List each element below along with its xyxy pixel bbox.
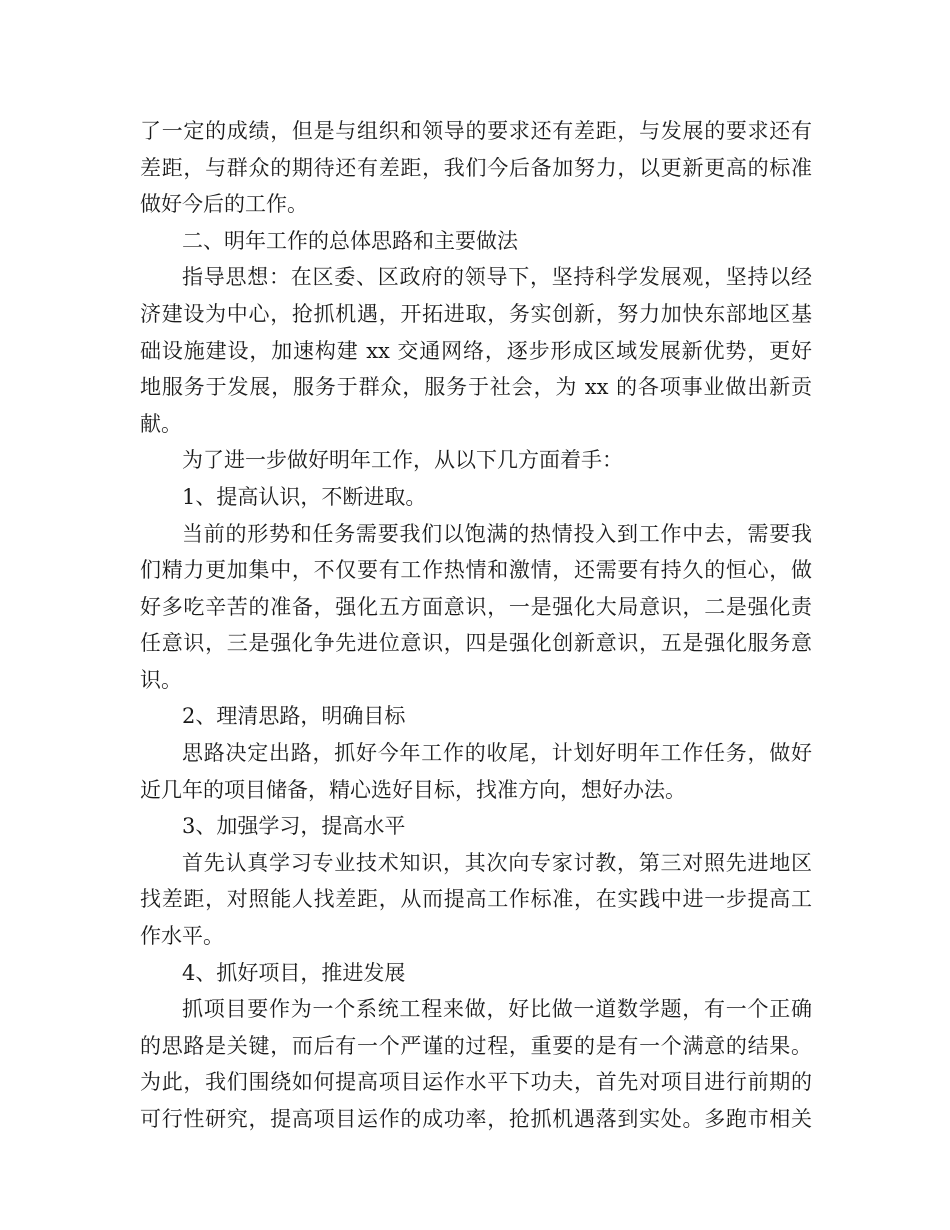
paragraph-line: 差距，与群众的期待还有差距，我们今后备加努力，以更新更高的标准: [140, 156, 812, 180]
paragraph-line: 指导思想：在区委、区政府的领导下，坚持科学发展观，坚持以经: [182, 265, 812, 289]
paragraph-line: 抓项目要作为一个系统工程来做，好比做一道数学题，有一个正确: [182, 997, 812, 1021]
paragraph-line: 了一定的成绩，但是与组织和领导的要求还有差距，与发展的要求还有: [140, 119, 812, 143]
paragraph-line: 为此，我们围绕如何提高项目运作水平下功夫，首先对项目进行前期的: [140, 1070, 812, 1094]
paragraph-line: 的思路是关键，而后有一个严谨的过程，重要的是有一个满意的结果。: [140, 1034, 812, 1058]
paragraph-line: 首先认真学习专业技术知识，其次向专家讨教，第三对照先进地区: [182, 851, 812, 875]
item-heading: 2、理清思路，明确目标: [182, 704, 406, 728]
paragraph-line: 做好今后的工作。: [140, 192, 308, 216]
paragraph-line: 们精力更加集中，不仅要有工作热情和激情，还需要有持久的恒心，做: [140, 558, 812, 582]
paragraph-line: 础设施建设，加速构建 xx 交通网络，逐步形成区域发展新优势，更好: [140, 339, 812, 363]
paragraph-line: 作水平。: [140, 924, 224, 948]
paragraph-line: 当前的形势和任务需要我们以饱满的热情投入到工作中去，需要我: [182, 522, 812, 546]
paragraph-line: 找差距，对照能人找差距，从而提高工作标准，在实践中进一步提高工: [140, 887, 812, 911]
paragraph-line: 地服务于发展，服务于群众，服务于社会，为 xx 的各项事业做出新贡: [140, 375, 812, 399]
item-heading: 3、加强学习，提高水平: [182, 814, 406, 838]
item-heading: 4、抓好项目，推进发展: [182, 961, 406, 985]
section-heading: 二、明年工作的总体思路和主要做法: [182, 229, 518, 253]
paragraph-line: 思路决定出路，抓好今年工作的收尾，计划好明年工作任务，做好: [182, 741, 812, 765]
paragraph-line: 济建设为中心，抢抓机遇，开拓进取，务实创新，努力加快东部地区基: [140, 302, 812, 326]
item-heading: 1、提高认识，不断进取。: [182, 485, 427, 509]
paragraph-line: 献。: [140, 412, 182, 436]
paragraph-line: 识。: [140, 668, 182, 692]
paragraph-line: 为了进一步做好明年工作，从以下几方面着手：: [182, 448, 623, 472]
paragraph-line: 近几年的项目储备，精心选好目标，找准方向，想好办法。: [140, 778, 686, 802]
paragraph-line: 好多吃辛苦的准备，强化五方面意识，一是强化大局意识，二是强化责: [140, 595, 812, 619]
paragraph-line: 可行性研究，提高项目运作的成功率，抢抓机遇落到实处。多跑市相关: [140, 1107, 812, 1131]
paragraph-line: 任意识，三是强化争先进位意识，四是强化创新意识，五是强化服务意: [140, 631, 812, 655]
